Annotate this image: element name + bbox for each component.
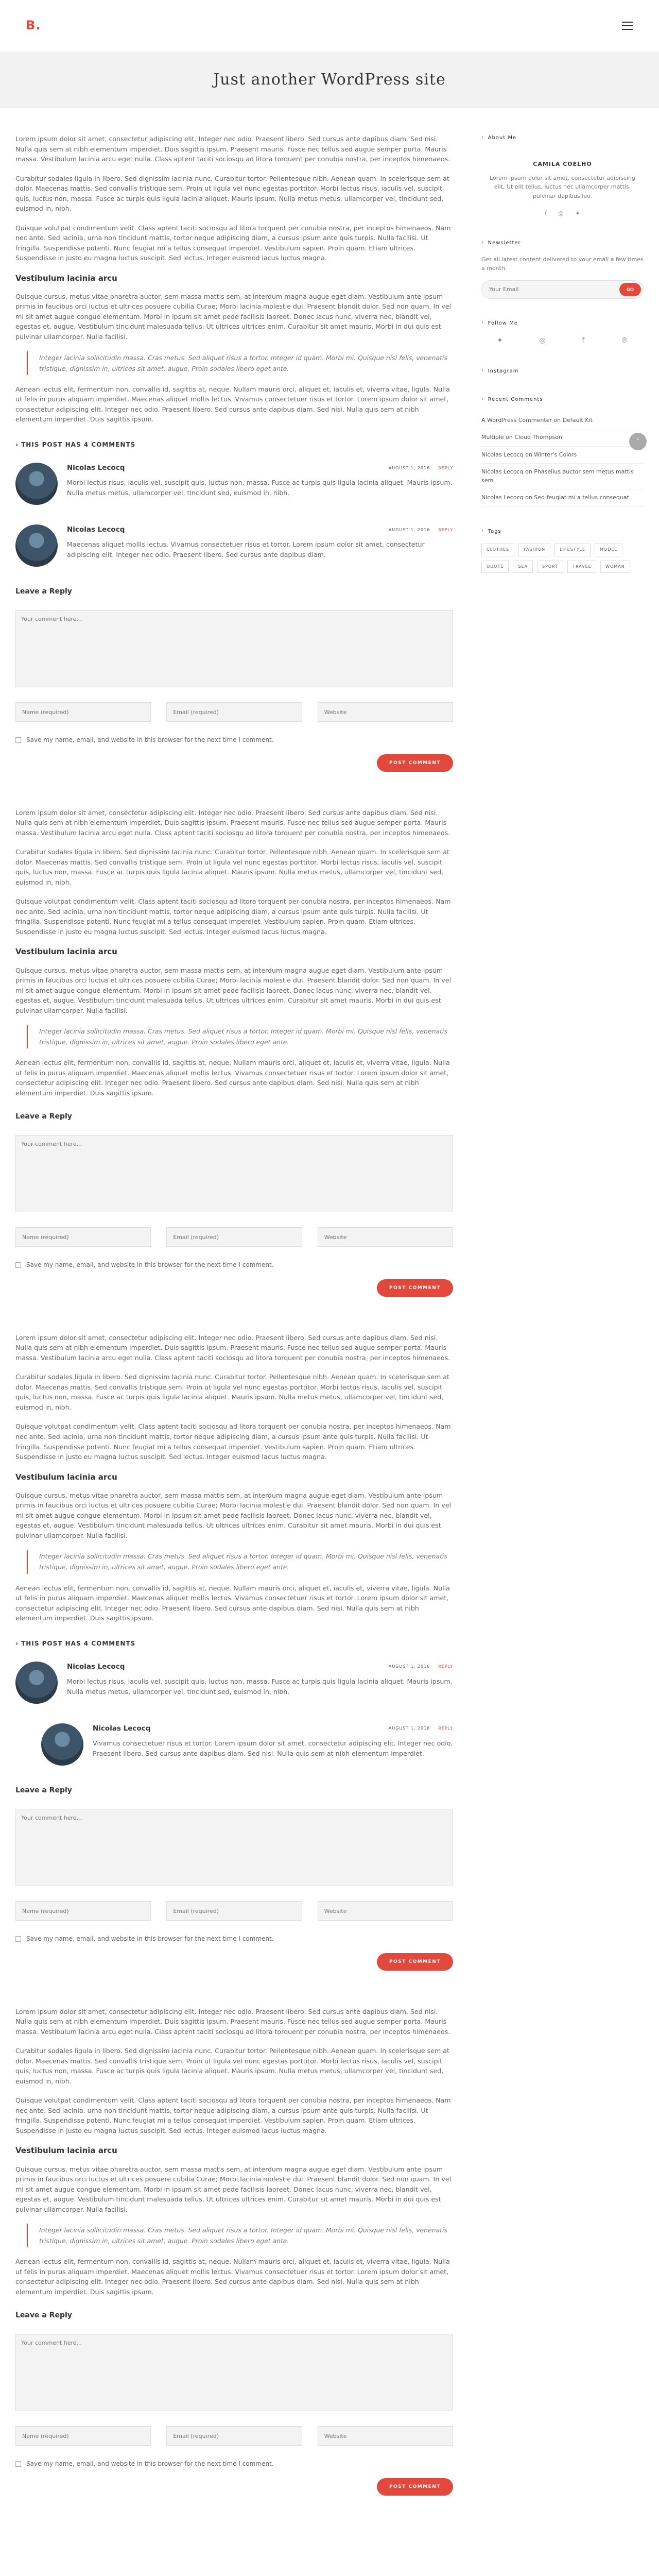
tag-item[interactable]: FASHION bbox=[518, 544, 550, 556]
save-info-label: Save my name, email, and website in this browser for the next time I comment. bbox=[26, 1261, 274, 1269]
website-field[interactable] bbox=[318, 1901, 453, 1921]
post-paragraph: Quisque cursus, metus vitae pharetra auctor, sem massa mattis sem, at interdum magna augue eget diam. Vestibulum ante ipsum primis in faucibus orci luctus et ultrices posuere cubilia Curae; Morbi lacinia molestie dui. Praesent blandit dolor. Sed non quam. In vel mi sit amet augue congue elementum. Morbi in ipsum sit amet pede facilisis laoreet. Donec lacus nunc, viverra nec, blandit vel, egestas et, augue. Vestibulum tincidunt malesuada tellus. Ut ultrices ultrices enim. Curabitur sit amet mauris. Morbi in dui quis est pulvinar ullamcorper. Nulla facilisi. bbox=[15, 966, 452, 1014]
post-paragraph: Lorem ipsum dolor sit amet, consectetur adipiscing elit. Integer nec odio. Praesent libero. Sed cursus ante dapibus diam. Sed nisi. Nulla quis sem at nibh elementum imperdiet. Duis sagittis ipsum. Praesent mauris. Fusce nec tellus sed augue semper porta. Mauris massa. Vestibulum lacinia arcu eget nulla. Class aptent taciti sociosqu ad litora torquent per conubia nostra, per inceptos himenaeos. bbox=[15, 2007, 450, 2036]
name-field[interactable] bbox=[15, 1901, 151, 1921]
scroll-up-button[interactable] bbox=[629, 433, 647, 450]
comment-textarea[interactable] bbox=[15, 2334, 453, 2411]
comment-textarea[interactable] bbox=[15, 1135, 453, 1212]
comment-body bbox=[93, 1723, 453, 1766]
post-subheading: Vestibulum lacinia arcu bbox=[15, 2146, 117, 2156]
avatar bbox=[41, 1723, 83, 1766]
avatar bbox=[15, 463, 58, 505]
chevron-right-icon: › bbox=[481, 368, 484, 374]
reply-title: Leave a Reply bbox=[15, 1786, 72, 1795]
widget-title: › Instagram bbox=[481, 368, 519, 374]
tag-item[interactable]: SEA bbox=[513, 561, 533, 573]
comment-date: AUGUST 1, 2016 bbox=[388, 1726, 430, 1731]
post-subheading: Vestibulum lacinia arcu bbox=[15, 273, 117, 283]
tag-item[interactable]: WOMAN bbox=[600, 561, 630, 573]
save-info bbox=[15, 1260, 453, 1270]
save-info-checkbox[interactable] bbox=[15, 1262, 21, 1268]
comment-header bbox=[67, 524, 453, 535]
save-info bbox=[15, 2459, 453, 2469]
twitter-icon[interactable]: ✦ bbox=[497, 336, 503, 345]
post-subheading: Vestibulum lacinia arcu bbox=[15, 947, 117, 957]
chevron-right-icon: › bbox=[481, 134, 484, 140]
post-quote: Integer lacinia sollicitudin massa. Cras metus. Sed aliquet risus a tortor. Integer id quam. Morbi mi. Quisque nisl felis, venenatis tristique, dignissim in, ultrices sit amet, augue. Proin sodales libero eget ante. bbox=[27, 2224, 453, 2247]
post-paragraph: Quisque volutpat condimentum velit. Class aptent taciti sociosqu ad litora torquent per conubia nostra, per inceptos himenaeos. Nam nec ante. Sed lacinia, urna non tincidunt mattis, tortor neque adipiscing diam, a cursus ipsum ante quis turpis. Nulla facilisi. Ut fringilla. Suspendisse potenti. Nunc feugiat mi a tellus consequat imperdiet. Vestibulum sapien. Proin quam. Etiam ultrices. Suspendisse in justo eu magna luctus suscipit. Sed lectus. Integer euismod lacus luctus magna. bbox=[15, 1422, 451, 1461]
post-comment-button[interactable]: POST COMMENT bbox=[377, 1279, 453, 1297]
facebook-icon[interactable]: f bbox=[545, 210, 547, 217]
widget-title: › Recent Comments bbox=[481, 396, 543, 403]
post-paragraph: Curabitur sodales ligula in libero. Sed dignissim lacinia nunc. Curabitur tortor. Pellentesque nibh. Aenean quam. In scelerisque sem at dolor. Maecenas mattis. Sed convallis tristique sem. Proin ut ligula vel nunc egestas porttitor. Morbi lectus risus, iaculis vel, suscipit quis, luctus non, massa. Fusce ac turpis quis ligula lacinia aliquet. Mauris ipsum. Nulla metus metus, ullamcorper vel, tincidunt sed, euismod in, nibh. bbox=[15, 174, 449, 213]
comment-textarea[interactable] bbox=[15, 1809, 453, 1886]
post-content bbox=[15, 808, 453, 1098]
post-paragraph: Quisque volutpat condimentum velit. Class aptent taciti sociosqu ad litora torquent per conubia nostra, per inceptos himenaeos. Nam nec ante. Sed lacinia, urna non tincidunt mattis, tortor neque adipiscing diam, a cursus ipsum ante quis turpis. Nulla facilisi. Ut fringilla. Suspendisse potenti. Nunc feugiat mi a tellus consequat imperdiet. Vestibulum sapien. Proin quam. Etiam ultrices. Suspendisse in justo eu magna luctus suscipit. Sed lectus. Integer euismod lacus luctus magna. bbox=[15, 224, 451, 262]
save-info-label: Save my name, email, and website in this browser for the next time I comment. bbox=[26, 736, 274, 744]
post-quote: Integer lacinia sollicitudin massa. Cras metus. Sed aliquet risus a tortor. Integer id quam. Morbi mi. Quisque nisl felis, venenatis tristique, dignissim in, ultrices sit amet, augue. Proin sodales libero eget ante. bbox=[27, 1550, 453, 1573]
comment-meta bbox=[389, 1664, 453, 1670]
comment-text: Vivamus consectetuer risus et tortor. Lorem ipsum dolor sit amet, consectetur adipiscing elit. Integer nec odio. Praesent libero. Sed cursus ante dapibus diam. Sed nisi. Nulla quis sem at nibh elementum imperdiet. bbox=[93, 1739, 453, 1757]
author-fields bbox=[15, 1901, 453, 1921]
comment-body bbox=[67, 463, 453, 505]
chevron-right-icon: › bbox=[481, 396, 484, 402]
post-comment-button[interactable]: POST COMMENT bbox=[377, 1953, 453, 1971]
menu-hamburger-icon[interactable] bbox=[622, 22, 633, 30]
reply-link[interactable]: REPLY bbox=[438, 1664, 453, 1669]
recent-comment-item[interactable]: Multiple on Cloud Thompson bbox=[481, 429, 644, 447]
save-info bbox=[15, 1934, 453, 1944]
recent-comment-item[interactable]: Nicolas Lecocq on Phasellus auctor sem metus mattis sem bbox=[481, 464, 644, 489]
website-field[interactable] bbox=[318, 702, 453, 722]
reply-link[interactable]: REPLY bbox=[438, 1726, 453, 1731]
page-title: Just another WordPress site bbox=[213, 70, 446, 89]
recent-comment-item[interactable]: Nicolas Lecocq on Sed feugiat mi a tellus consequat bbox=[481, 489, 644, 507]
chevron-right-icon: › bbox=[481, 528, 484, 534]
email-field[interactable] bbox=[166, 1227, 302, 1247]
about-widget bbox=[481, 134, 644, 218]
site-logo[interactable]: B. bbox=[26, 18, 41, 33]
save-info-label: Save my name, email, and website in this browser for the next time I comment. bbox=[26, 2460, 274, 2468]
instagram-icon[interactable]: ◎ bbox=[539, 336, 546, 345]
comment-author[interactable]: Nicolas Lecocq bbox=[67, 526, 125, 534]
widget-title: › Newsletter bbox=[481, 240, 521, 246]
tag-item[interactable]: MODEL bbox=[595, 544, 622, 556]
post-paragraph: Aenean lectus elit, fermentum non, convallis id, sagittis at, neque. Nullam mauris orci, aliquet et, iaculis et, viverra vitae, ligula. Nulla ut felis in purus aliquam imperdiet. Maecenas aliquet mollis lectus. Vivamus consectetuer risus et tortor. Lorem ipsum dolor sit amet, consectetur adipiscing elit. Integer nec odio. Praesent libero. Sed cursus ante dapibus diam. Sed nisi. Nulla quis sem at nibh elementum imperdiet. Duis sagittis ipsum. bbox=[15, 1059, 450, 1097]
website-field[interactable] bbox=[318, 2426, 453, 2446]
instagram-widget bbox=[481, 367, 644, 376]
comment-body bbox=[67, 1662, 453, 1704]
comments-title bbox=[15, 1639, 453, 1649]
widget-title: › Follow Me bbox=[481, 320, 518, 326]
newsletter-submit-button[interactable]: GO bbox=[619, 283, 641, 296]
tag-item[interactable]: QUOTE bbox=[481, 561, 509, 573]
comment-author[interactable]: Nicolas Lecocq bbox=[67, 464, 125, 472]
instagram-icon[interactable]: ◎ bbox=[558, 210, 564, 217]
name-field[interactable] bbox=[15, 1227, 151, 1247]
post-paragraph: Aenean lectus elit, fermentum non, convallis id, sagittis at, neque. Nullam mauris orci, aliquet et, iaculis et, viverra vitae, ligula. Nulla ut felis in purus aliquam imperdiet. Maecenas aliquet mollis lectus. Vivamus consectetuer risus et tortor. Lorem ipsum dolor sit amet, consectetur adipiscing elit. Integer nec odio. Praesent libero. Sed cursus ante dapibus diam. Sed nisi. Nulla quis sem at nibh elementum imperdiet. Duis sagittis ipsum. bbox=[15, 1584, 450, 1622]
post-paragraph: Lorem ipsum dolor sit amet, consectetur adipiscing elit. Integer nec odio. Praesent libero. Sed cursus ante dapibus diam. Sed nisi. Nulla quis sem at nibh elementum imperdiet. Duis sagittis ipsum. Praesent mauris. Fusce nec tellus sed augue semper porta. Mauris massa. Vestibulum lacinia arcu eget nulla. Class aptent taciti sociosqu ad litora torquent per conubia nostra, per inceptos himenaeos. bbox=[15, 135, 450, 163]
comment-meta bbox=[389, 1725, 453, 1732]
comment-date: AUGUST 1, 2016 bbox=[388, 527, 430, 532]
comment-textarea[interactable] bbox=[15, 610, 453, 687]
chevron-right-icon: › bbox=[481, 240, 484, 245]
newsletter-form bbox=[481, 280, 644, 299]
post-content bbox=[15, 1333, 453, 1623]
comments-count: THIS POST HAS 4 COMMENTS bbox=[21, 1639, 136, 1647]
widget-title: › Tags bbox=[481, 528, 501, 534]
comment-author[interactable]: Nicolas Lecocq bbox=[67, 1663, 125, 1671]
comment-form bbox=[15, 2310, 453, 2495]
save-info-checkbox[interactable] bbox=[15, 1936, 21, 1942]
comment-meta bbox=[389, 527, 453, 533]
reply-title: Leave a Reply bbox=[15, 2311, 72, 2320]
email-field[interactable] bbox=[166, 2426, 302, 2446]
comments-section bbox=[15, 1639, 453, 1766]
comment-header bbox=[93, 1723, 453, 1734]
comment-form bbox=[15, 1785, 453, 1970]
comment bbox=[15, 524, 453, 567]
recent-comments-list bbox=[481, 412, 644, 507]
submit-row bbox=[15, 2478, 453, 2496]
comment-header bbox=[67, 1662, 453, 1672]
post-content bbox=[15, 2007, 453, 2297]
post-quote: Integer lacinia sollicitudin massa. Cras metus. Sed aliquet risus a tortor. Integer id quam. Morbi mi. Quisque nisl felis, venenatis tristique, dignissim in, ultrices sit amet, augue. Proin sodales libero eget ante. bbox=[27, 1025, 453, 1048]
submit-row bbox=[15, 1953, 453, 1971]
comment-form bbox=[15, 586, 453, 771]
chevron-right-icon: › bbox=[15, 440, 22, 448]
newsletter-widget bbox=[481, 239, 644, 299]
follow-widget bbox=[481, 319, 644, 347]
chevron-up-icon: ˄ bbox=[636, 437, 639, 445]
post-quote: Integer lacinia sollicitudin massa. Cras metus. Sed aliquet risus a tortor. Integer id quam. Morbi mi. Quisque nisl felis, venenatis tristique, dignissim in, ultrices sit amet, augue. Proin sodales libero eget ante. bbox=[27, 351, 453, 375]
about-name: CAMILA COELHO bbox=[533, 160, 592, 167]
post-subheading: Vestibulum lacinia arcu bbox=[15, 1472, 117, 1482]
post-paragraph: Curabitur sodales ligula in libero. Sed dignissim lacinia nunc. Curabitur tortor. Pellentesque nibh. Aenean quam. In scelerisque sem at dolor. Maecenas mattis. Sed convallis tristique sem. Proin ut ligula vel nunc egestas porttitor. Morbi lectus risus, iaculis vel, suscipit quis, luctus non, massa. Fusce ac turpis quis ligula lacinia aliquet. Mauris ipsum. Nulla metus metus, ullamcorper vel, tincidunt sed, euismod in, nibh. bbox=[15, 848, 449, 886]
email-field[interactable] bbox=[166, 702, 302, 722]
comment-date: AUGUST 1, 2016 bbox=[388, 465, 430, 470]
facebook-icon[interactable]: f bbox=[582, 336, 585, 345]
recent-comments-widget bbox=[481, 396, 644, 507]
twitter-icon[interactable]: ✦ bbox=[575, 210, 580, 217]
widget-title: › About Me bbox=[481, 134, 517, 141]
post-content bbox=[15, 134, 453, 425]
comment-meta bbox=[389, 465, 453, 471]
post-comment-button[interactable]: POST COMMENT bbox=[377, 2478, 453, 2496]
email-field[interactable] bbox=[166, 1901, 302, 1921]
comments-count: THIS POST HAS 4 COMMENTS bbox=[21, 440, 136, 448]
comment bbox=[15, 463, 453, 505]
post-paragraph: Lorem ipsum dolor sit amet, consectetur adipiscing elit. Integer nec odio. Praesent libero. Sed cursus ante dapibus diam. Sed nisi. Nulla quis sem at nibh elementum imperdiet. Duis sagittis ipsum. Praesent mauris. Fusce nec tellus sed augue semper porta. Mauris massa. Vestibulum lacinia arcu eget nulla. Class aptent taciti sociosqu ad litora torquent per conubia nostra, per inceptos himenaeos. bbox=[15, 1333, 450, 1362]
comment-date: AUGUST 1, 2016 bbox=[388, 1664, 430, 1669]
post-paragraph: Quisque cursus, metus vitae pharetra auctor, sem massa mattis sem, at interdum magna augue eget diam. Vestibulum ante ipsum primis in faucibus orci luctus et ultrices posuere cubilia Curae; Morbi lacinia molestie dui. Praesent blandit dolor. Sed non quam. In vel mi sit amet augue congue elementum. Morbi in ipsum sit amet pede facilisis laoreet. Donec lacus nunc, viverra nec, blandit vel, egestas et, augue. Vestibulum tincidunt malesuada tellus. Ut ultrices ultrices enim. Curabitur sit amet mauris. Morbi in dui quis est pulvinar ullamcorper. Nulla facilisi. bbox=[15, 1491, 452, 1539]
post-paragraph: Aenean lectus elit, fermentum non, convallis id, sagittis at, neque. Nullam mauris orci, aliquet et, iaculis et, viverra vitae, ligula. Nulla ut felis in purus aliquam imperdiet. Maecenas aliquet mollis lectus. Vivamus consectetuer risus et tortor. Lorem ipsum dolor sit amet, consectetur adipiscing elit. Integer nec odio. Praesent libero. Sed cursus ante dapibus diam. Sed nisi. Nulla quis sem at nibh elementum imperdiet. Duis sagittis ipsum. bbox=[15, 2258, 450, 2296]
post-paragraph: Quisque volutpat condimentum velit. Class aptent taciti sociosqu ad litora torquent per conubia nostra, per inceptos himenaeos. Nam nec ante. Sed lacinia, urna non tincidunt mattis, tortor neque adipiscing diam, a cursus ipsum ante quis turpis. Nulla facilisi. Ut fringilla. Suspendisse potenti. Nunc feugiat mi a tellus consequat imperdiet. Vestibulum sapien. Proin quam. Etiam ultrices. Suspendisse in justo eu magna luctus suscipit. Sed lectus. Integer euismod lacus luctus magna. bbox=[15, 2096, 451, 2134]
comment-text: Morbi lectus risus, iaculis vel, suscipit quis, luctus non, massa. Fusce ac turpis quis ligula lacinia aliquet. Mauris ipsum. Nulla metus metus, ullamcorper vel, tincidunt sed, euismod in, nibh. bbox=[67, 1677, 453, 1696]
tag-item[interactable]: SPORT bbox=[537, 561, 563, 573]
chevron-right-icon: › bbox=[15, 1639, 22, 1647]
pinterest-icon[interactable]: ℗ bbox=[621, 336, 628, 345]
newsletter-text: Get all latest content delivered to your email a few times a month. bbox=[481, 256, 644, 272]
comment-header bbox=[67, 463, 453, 473]
hero-banner bbox=[0, 52, 659, 108]
reply-link[interactable]: REPLY bbox=[438, 527, 453, 532]
comment-author[interactable]: Nicolas Lecocq bbox=[93, 1724, 151, 1733]
tags-widget bbox=[481, 528, 644, 573]
save-info bbox=[15, 735, 453, 745]
tag-item[interactable]: LIFESTYLE bbox=[554, 544, 591, 556]
save-info-label: Save my name, email, and website in this browser for the next time I comment. bbox=[26, 1935, 274, 1943]
post-paragraph: Lorem ipsum dolor sit amet, consectetur adipiscing elit. Integer nec odio. Praesent libero. Sed cursus ante dapibus diam. Sed nisi. Nulla quis sem at nibh elementum imperdiet. Duis sagittis ipsum. Praesent mauris. Fusce nec tellus sed augue semper porta. Mauris massa. Vestibulum lacinia arcu eget nulla. Class aptent taciti sociosqu ad litora torquent per conubia nostra, per inceptos himenaeos. bbox=[15, 808, 450, 837]
post-paragraph: Aenean lectus elit, fermentum non, convallis id, sagittis at, neque. Nullam mauris orci, aliquet et, iaculis et, viverra vitae, ligula. Nulla ut felis in purus aliquam imperdiet. Maecenas aliquet mollis lectus. Vivamus consectetuer risus et tortor. Lorem ipsum dolor sit amet, consectetur adipiscing elit. Integer nec odio. Praesent libero. Sed cursus ante dapibus diam. Sed nisi. Nulla quis sem at nibh elementum imperdiet. Duis sagittis ipsum. bbox=[15, 385, 450, 423]
save-info-checkbox[interactable] bbox=[15, 737, 21, 743]
name-field[interactable] bbox=[15, 2426, 151, 2446]
avatar bbox=[15, 1662, 58, 1704]
comment bbox=[15, 1662, 453, 1704]
post-paragraph: Curabitur sodales ligula in libero. Sed dignissim lacinia nunc. Curabitur tortor. Pellentesque nibh. Aenean quam. In scelerisque sem at dolor. Maecenas mattis. Sed convallis tristique sem. Proin ut ligula vel nunc egestas porttitor. Morbi lectus risus, iaculis vel, suscipit quis, luctus non, massa. Fusce ac turpis quis ligula lacinia aliquet. Mauris ipsum. Nulla metus metus, ullamcorper vel, tincidunt sed, euismod in, nibh. bbox=[15, 2047, 449, 2085]
comment-text: Maecenas aliquet mollis lectus. Vivamus consectetuer risus et tortor. Lorem ipsum dolor sit amet, consectetur adipiscing elit. Integer nec odio. Praesent libero. Sed cursus ante dapibus diam. bbox=[67, 540, 425, 558]
author-fields bbox=[15, 1227, 453, 1247]
about-socials bbox=[481, 209, 644, 218]
reply-title: Leave a Reply bbox=[15, 1112, 72, 1121]
recent-comment-item[interactable]: A WordPress Commenter on Default Kit bbox=[481, 412, 644, 430]
chevron-right-icon: › bbox=[481, 320, 484, 326]
author-fields bbox=[15, 2426, 453, 2446]
submit-row bbox=[15, 754, 453, 772]
post-paragraph: Quisque cursus, metus vitae pharetra auctor, sem massa mattis sem, at interdum magna augue eget diam. Vestibulum ante ipsum primis in faucibus orci luctus et ultrices posuere cubilia Curae; Morbi lacinia molestie dui. Praesent blandit dolor. Sed non quam. In vel mi sit amet augue congue elementum. Morbi in ipsum sit amet pede facilisis laoreet. Donec lacus nunc, viverra nec, blandit vel, egestas et, augue. Vestibulum tincidunt malesuada tellus. Ut ultrices ultrices enim. Curabitur sit amet mauris. Morbi in dui quis est pulvinar ullamcorper. Nulla facilisi. bbox=[15, 2165, 452, 2213]
follow-icons bbox=[481, 335, 644, 347]
sidebar bbox=[481, 134, 644, 2532]
tag-item[interactable]: CLOTHES bbox=[481, 544, 514, 556]
main-column bbox=[15, 134, 453, 2532]
about-text: Lorem ipsum dolor sit amet, consectetur adipiscing elit. Ut elit tellus, luctus nec ullamcorper mattis, pulvinar dapibus leo. bbox=[490, 174, 635, 199]
top-bar bbox=[0, 0, 659, 52]
comment bbox=[41, 1723, 453, 1766]
reply-title: Leave a Reply bbox=[15, 587, 72, 596]
content-wrapper bbox=[0, 108, 659, 2532]
comment-body bbox=[67, 524, 453, 567]
tag-cloud bbox=[481, 544, 644, 573]
post-paragraph: Quisque cursus, metus vitae pharetra auctor, sem massa mattis sem, at interdum magna augue eget diam. Vestibulum ante ipsum primis in faucibus orci luctus et ultrices posuere cubilia Curae; Morbi lacinia molestie dui. Praesent blandit dolor. Sed non quam. In vel mi sit amet augue congue elementum. Morbi in ipsum sit amet pede facilisis laoreet. Donec lacus nunc, viverra nec, blandit vel, egestas et, augue. Vestibulum tincidunt malesuada tellus. Ut ultrices ultrices enim. Curabitur sit amet mauris. Morbi in dui quis est pulvinar ullamcorper. Nulla facilisi. bbox=[15, 292, 452, 341]
tag-item[interactable]: TRAVEL bbox=[567, 561, 596, 573]
post-paragraph: Quisque volutpat condimentum velit. Class aptent taciti sociosqu ad litora torquent per conubia nostra, per inceptos himenaeos. Nam nec ante. Sed lacinia, urna non tincidunt mattis, tortor neque adipiscing diam, a cursus ipsum ante quis turpis. Nulla facilisi. Ut fringilla. Suspendisse potenti. Nunc feugiat mi a tellus consequat imperdiet. Vestibulum sapien. Proin quam. Etiam ultrices. Suspendisse in justo eu magna luctus suscipit. Sed lectus. Integer euismod lacus luctus magna. bbox=[15, 897, 451, 936]
comment-form bbox=[15, 1111, 453, 1296]
newsletter-email-input[interactable] bbox=[489, 286, 619, 293]
save-info-checkbox[interactable] bbox=[15, 2461, 21, 2467]
comments-section bbox=[15, 440, 453, 567]
submit-row bbox=[15, 1279, 453, 1297]
post-paragraph: Curabitur sodales ligula in libero. Sed dignissim lacinia nunc. Curabitur tortor. Pellentesque nibh. Aenean quam. In scelerisque sem at dolor. Maecenas mattis. Sed convallis tristique sem. Proin ut ligula vel nunc egestas porttitor. Morbi lectus risus, iaculis vel, suscipit quis, luctus non, massa. Fusce ac turpis quis ligula lacinia aliquet. Mauris ipsum. Nulla metus metus, ullamcorper vel, tincidunt sed, euismod in, nibh. bbox=[15, 1373, 449, 1411]
author-fields bbox=[15, 702, 453, 722]
post-comment-button[interactable]: POST COMMENT bbox=[377, 754, 453, 772]
reply-link[interactable]: REPLY bbox=[438, 465, 453, 470]
recent-comment-item[interactable]: Nicolas Lecocq on Winter's Colors bbox=[481, 447, 644, 464]
comment-text: Morbi lectus risus, iaculis vel, suscipit quis, luctus non, massa. Fusce ac turpis quis ligula lacinia aliquet. Mauris ipsum. Nulla metus metus, ullamcorper vel, tincidunt sed, euismod in, nibh. bbox=[67, 479, 453, 497]
comments-title bbox=[15, 440, 453, 450]
avatar bbox=[15, 524, 58, 567]
name-field[interactable] bbox=[15, 702, 151, 722]
website-field[interactable] bbox=[318, 1227, 453, 1247]
